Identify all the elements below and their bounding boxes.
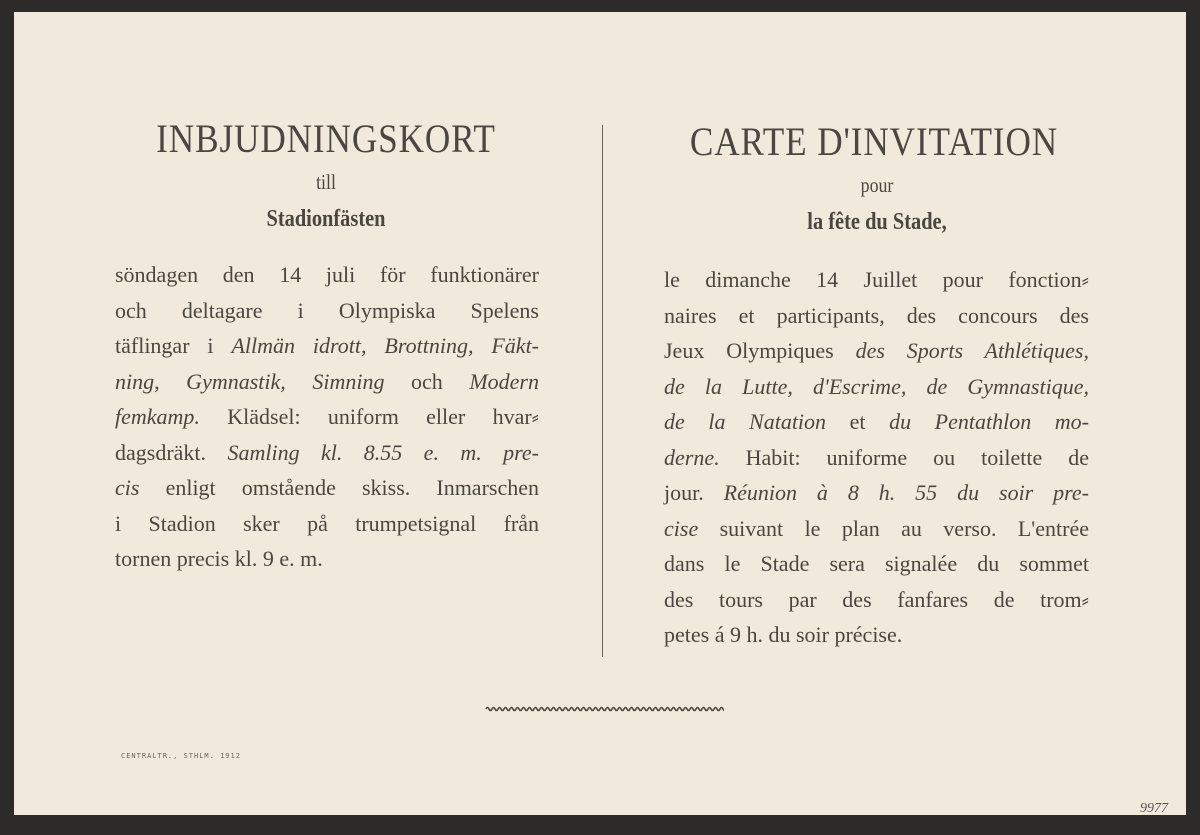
italic-text: cise [664, 515, 699, 541]
italic-text: du Pentathlon mo- [889, 409, 1089, 434]
italic-text: Modern [469, 368, 539, 394]
body-line [115, 402, 539, 438]
body-line [115, 438, 539, 474]
body-line [664, 265, 1089, 301]
body-line [664, 620, 1089, 656]
body-line [115, 296, 539, 332]
body-line [664, 372, 1089, 408]
body-line [664, 336, 1089, 372]
italic-text: de la Natation [664, 409, 827, 434]
text: naires et participants, des concours des [664, 302, 1089, 328]
text: täflingar i [115, 333, 232, 358]
text: och [384, 368, 470, 394]
text: Habit: uniforme ou toilette de [719, 444, 1089, 470]
text: Jeux Olympiques [664, 338, 856, 363]
text: i Stadion sker på trumpetsignal från [115, 510, 539, 536]
body-line [115, 331, 539, 367]
text: Klädsel: uniform eller hvar⸗ [199, 404, 539, 429]
text: le dimanche 14 Juillet pour fonction⸗ [664, 267, 1089, 292]
text: dans le Stade sera signalée du sommet [664, 551, 1089, 576]
body-line [115, 544, 539, 580]
invitation-card [14, 12, 1186, 815]
body-line [664, 443, 1089, 479]
french-event: la fête du Stade, [807, 209, 947, 235]
swedish-title: INBJUDNINGSKORT [156, 116, 496, 161]
body-line [664, 514, 1089, 550]
body-line [115, 509, 539, 545]
french-body [664, 265, 1089, 656]
italic-text: ning, Gymnastik, Simning [115, 368, 385, 394]
body-line [664, 549, 1089, 585]
italic-text: Réunion à 8 h. 55 du soir pre- [723, 480, 1089, 505]
text: dagsdräkt. [115, 439, 228, 465]
body-line [664, 478, 1089, 514]
text: des tours par des fanfares de trom⸗ [664, 586, 1089, 612]
italic-text: de la Lutte, d'Escrime, de Gymnastique, [664, 373, 1089, 399]
french-title: CARTE D'INVITATION [689, 119, 1059, 164]
body-line [115, 473, 539, 509]
body-line [664, 301, 1089, 337]
swedish-subtitle: till [316, 170, 336, 194]
italic-text: des Sports Athlétiques, [855, 338, 1089, 363]
italic-text: Allmän idrott, Brottning, Fäkt- [231, 333, 540, 358]
text: petes á 9 h. du soir précise. [664, 622, 903, 647]
text: jour. [664, 480, 724, 505]
french-subtitle: pour [860, 173, 894, 197]
swedish-body [115, 260, 539, 580]
wavy-ornament [484, 702, 724, 716]
body-line [115, 260, 539, 296]
text: suivant le plan au verso. L'entrée [698, 515, 1089, 541]
body-line [664, 585, 1089, 621]
italic-text: derne. [664, 444, 720, 470]
body-line [115, 367, 539, 403]
body-line [664, 407, 1089, 443]
italic-text: Samling kl. 8.55 e. m. pre- [227, 439, 540, 465]
archive-number: 9977 [1140, 801, 1168, 816]
text: söndagen den 14 juli för funktionärer [115, 262, 539, 287]
text: tornen precis kl. 9 e. m. [115, 546, 323, 571]
text: och deltagare i Olympiska Spelens [115, 297, 539, 323]
text: enligt omstående skiss. Inmarschen [139, 475, 539, 500]
column-divider [602, 125, 603, 657]
italic-text: cis [115, 475, 140, 500]
printer-imprint: CENTRALTR., STHLM. 1912 [121, 752, 241, 760]
italic-text: femkamp. [115, 404, 200, 429]
swedish-event: Stadionfästen [266, 206, 386, 232]
text: et [826, 409, 890, 434]
